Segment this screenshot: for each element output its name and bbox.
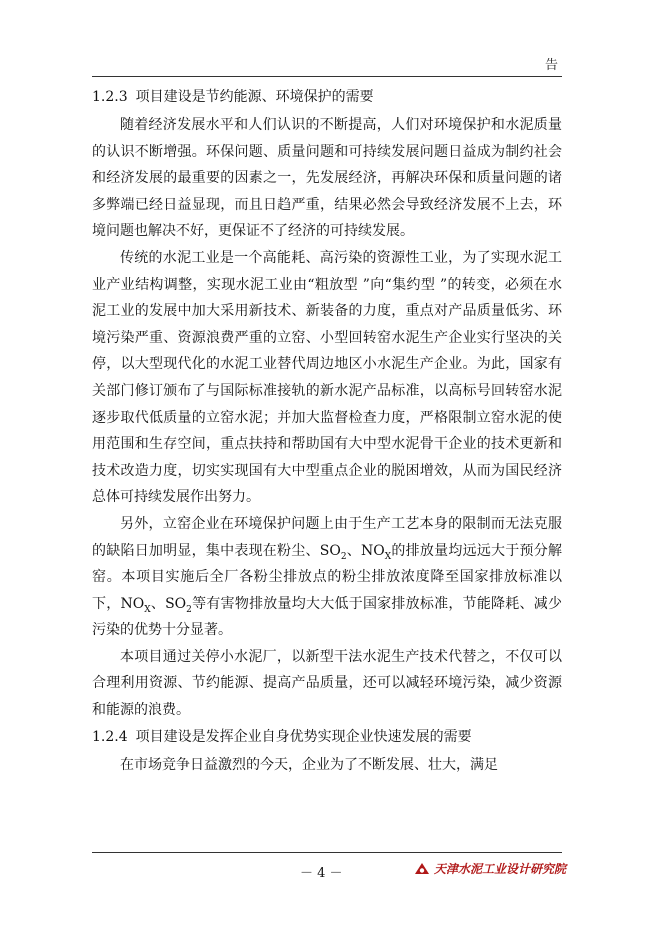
paragraph-project-benefit: 本项目通过关停小水泥厂，以新型干法水泥生产技术代替之，不仅可以合理利用资源、节约能源、提高产品质量，还可以减轻环境污染，减少资源和能源的浪费。 [92, 648, 562, 719]
paragraph-environment: 随着经济发展水平和人们认识的不断提高，人们对环境保护和水泥质量的认识不断增强。环保问题、质量问题和可持续发展问题日益成为制约社会和经济发展的最重要的因素之一，先发展经济，再解决环保和质量问题的诸多弊端已经日益显现，而且日趋严重，结果必然会导致经济发展不上去，环境问题也解决不好，更保证不了经济的可持续发展。 [92, 117, 562, 240]
section-title: 项目建设是发挥企业自身优势实现企业快速发展的需要 [135, 728, 472, 745]
organization-brand [414, 860, 566, 877]
section-number: 1.2.3 [92, 89, 128, 105]
section-heading-1-2-4 [92, 724, 562, 750]
page-header [92, 52, 562, 77]
footer-divider [92, 852, 562, 853]
organization-name: 天津水泥工业设计研究院 [433, 862, 566, 876]
page-number: － 4 － [300, 866, 343, 881]
company-logo-icon [414, 862, 430, 876]
section-title: 项目建设是节约能源、环境保护的需要 [135, 89, 374, 105]
header-mark: 告 [544, 58, 558, 73]
section-number: 1.2.4 [92, 728, 128, 745]
document-body [92, 84, 562, 778]
paragraph-market: 在市场竞争日益激烈的今天，企业为了不断发展、壮大，满足 [120, 756, 498, 773]
paragraph-emissions: 另外，立窑企业在环境保护问题上由于生产工艺本身的限制而无法克服的缺陷日加明显，集中表现在粉尘、$SO_2$、$NO_X$的排放量均远远大于预分解窑。本项目实施后全厂各粉尘排放点的粉尘排放浓度降至国家排放标准以下，$NO_X$、$SO_2$等有害物排放量均大大低于国家排放标准，节能降耗、减少污染的优势十分显著。 [92, 515, 562, 639]
section-heading-1-2-3 [92, 84, 562, 110]
paragraph-cement-industry: 传统的水泥工业是一个高能耗、高污染的资源性工业，为了实现水泥工业产业结构调整，实现水泥工业由“粗放型 ”向“集约型 ”的转变，必须在水泥工业的发展中加大采用新技术、新装备的力度，重点对产品质量低劣、环境污染严重、资源浪费严重的立窑、小型回转窑水泥生产企业实行坚决的关停，以大型现代化的水泥工业替代周边地区小水泥生产企业。为此，国家有关部门修订颁布了与国际标准接轨的新水泥产品标准，以高标号回转窑水泥逐步取代低质量的立窑水泥；并加大监督检查力度，严格限制立窑水泥的使用范围和生存空间，重点扶持和帮助国有大中型水泥骨干企业的技术更新和技术改造力度，切实实现国有大中型重点企业的脱困增效，从而为国民经济总体可持续发展作出努力。 [92, 249, 562, 506]
